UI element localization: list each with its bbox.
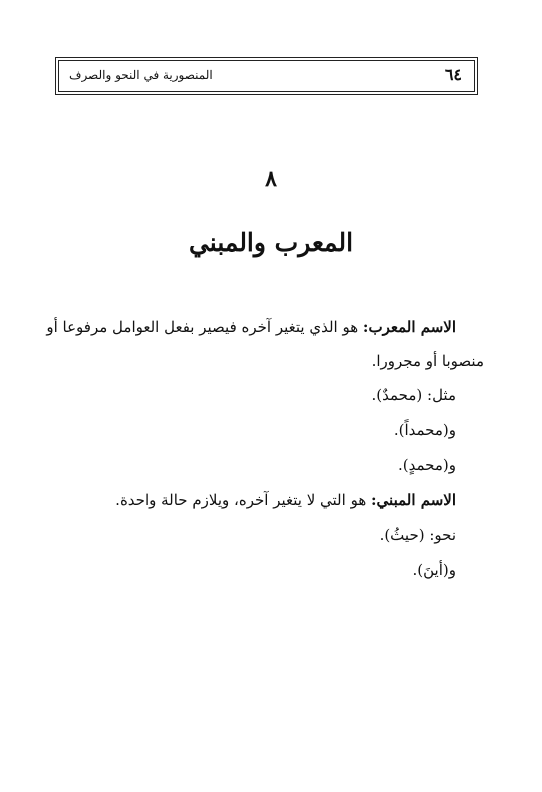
term-label: الاسم المعرب: (362, 318, 456, 336)
chapter-number: ٨ (265, 166, 277, 192)
paragraph-line (115, 483, 456, 517)
header-page-number: ٦٤ (444, 65, 462, 84)
running-header (58, 60, 475, 92)
line-text: نحو: (حيثُ). (379, 526, 456, 544)
paragraph-line (413, 553, 456, 587)
line-text: هو التي لا يتغير آخره، ويلازم حالة واحدة. (115, 491, 371, 509)
line-text: هو الذي يتغير آخره فيصير بفعل العوامل مرفوعا أو (46, 318, 363, 336)
paragraph-line (398, 448, 456, 482)
line-text: مثل: (محمدٌ). (371, 386, 456, 404)
line-text: منصوبا أو مجرورا. (371, 352, 484, 370)
paragraph-line (380, 518, 456, 552)
paragraph-line (372, 378, 456, 412)
paragraph-line (372, 344, 484, 378)
paragraph-line (46, 310, 456, 344)
chapter-title: المعرب والمبني (188, 228, 354, 257)
paragraph-line (394, 413, 456, 447)
term-label: الاسم المبني: (371, 491, 456, 509)
header-book-title: المنصورية في النحو والصرف (69, 68, 213, 82)
line-text: و(محمداً). (393, 421, 456, 439)
line-text: و(أينَ). (412, 561, 456, 579)
line-text: و(محمدٍ). (398, 456, 456, 474)
